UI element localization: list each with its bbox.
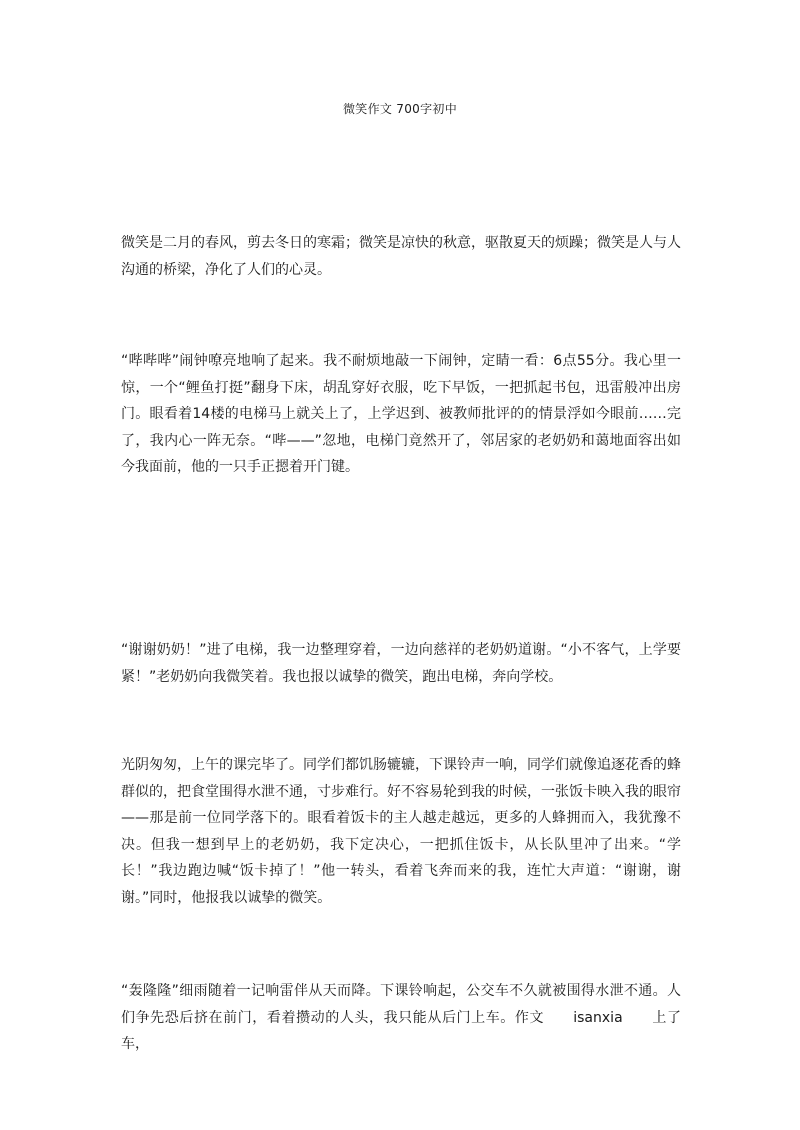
paragraph-3: “谢谢奶奶！”进了电梯，我一边整理穿着，一边向慈祥的老奶奶道谢。“小不客气，上学要紧！”老奶奶向我微笑着。我也报以诚挚的微笑，跑出电梯，奔向学校。 bbox=[121, 642, 681, 685]
paragraph-1: 微笑是二月的春风，剪去冬日的寒霜；微笑是凉快的秋意，驱散夏天的烦躁；微笑是人与人沟通的桥梁，净化了人们的心灵。 bbox=[121, 235, 681, 278]
document-title: 微笑作文 700字初中 bbox=[342, 102, 458, 116]
paragraph-5: “轰隆隆”细雨随着一记响雷伴从天而降。下课铃响起，公交车不久就被围得水泄不通。人们争先恐后挤在前门，看着攒动的人头，我只能从后门上车。作文 isanxia 上了车， bbox=[121, 983, 681, 1052]
paragraph-4: 光阴匆匆，上午的课完毕了。同学们都饥肠辘辘，下课铃声一响，同学们就像追逐花香的蜂群似的，把食堂围得水泄不通，寸步难行。好不容易轮到我的时候，一张饭卡映入我的眼帘——那是前一位同学落下的。眼看着饭卡的主人越走越远，更多的人蜂拥而入，我犹豫不决。但我一想到早上的老奶奶，我下定决心，一把抓住饭卡，从长队里冲了出来。“学长！”我边跑边喊“饭卡掉了！”他一转头，看着飞奔而来的我，连忙大声道：“谢谢，谢谢。”同时，他报我以诚挚的微笑。 bbox=[121, 757, 681, 906]
paragraph-2: “哔哔哔”闹钟嘹亮地响了起来。我不耐烦地敲一下闹钟，定睛一看：6点55分。我心里一惊，一个“鲤鱼打挺”翻身下床，胡乱穿好衣服，吃下早饭，一把抓起书包，迅雷般冲出房门。眼看着14楼的电梯马上就关上了，上学迟到、被教师批评的的情景浮如今眼前……完了，我内心一阵无奈。“哔——”忽地，电梯门竟然开了，邻居家的老奶奶和蔼地面容出如今我面前，他的一只手正摁着开门键。 bbox=[121, 353, 681, 475]
